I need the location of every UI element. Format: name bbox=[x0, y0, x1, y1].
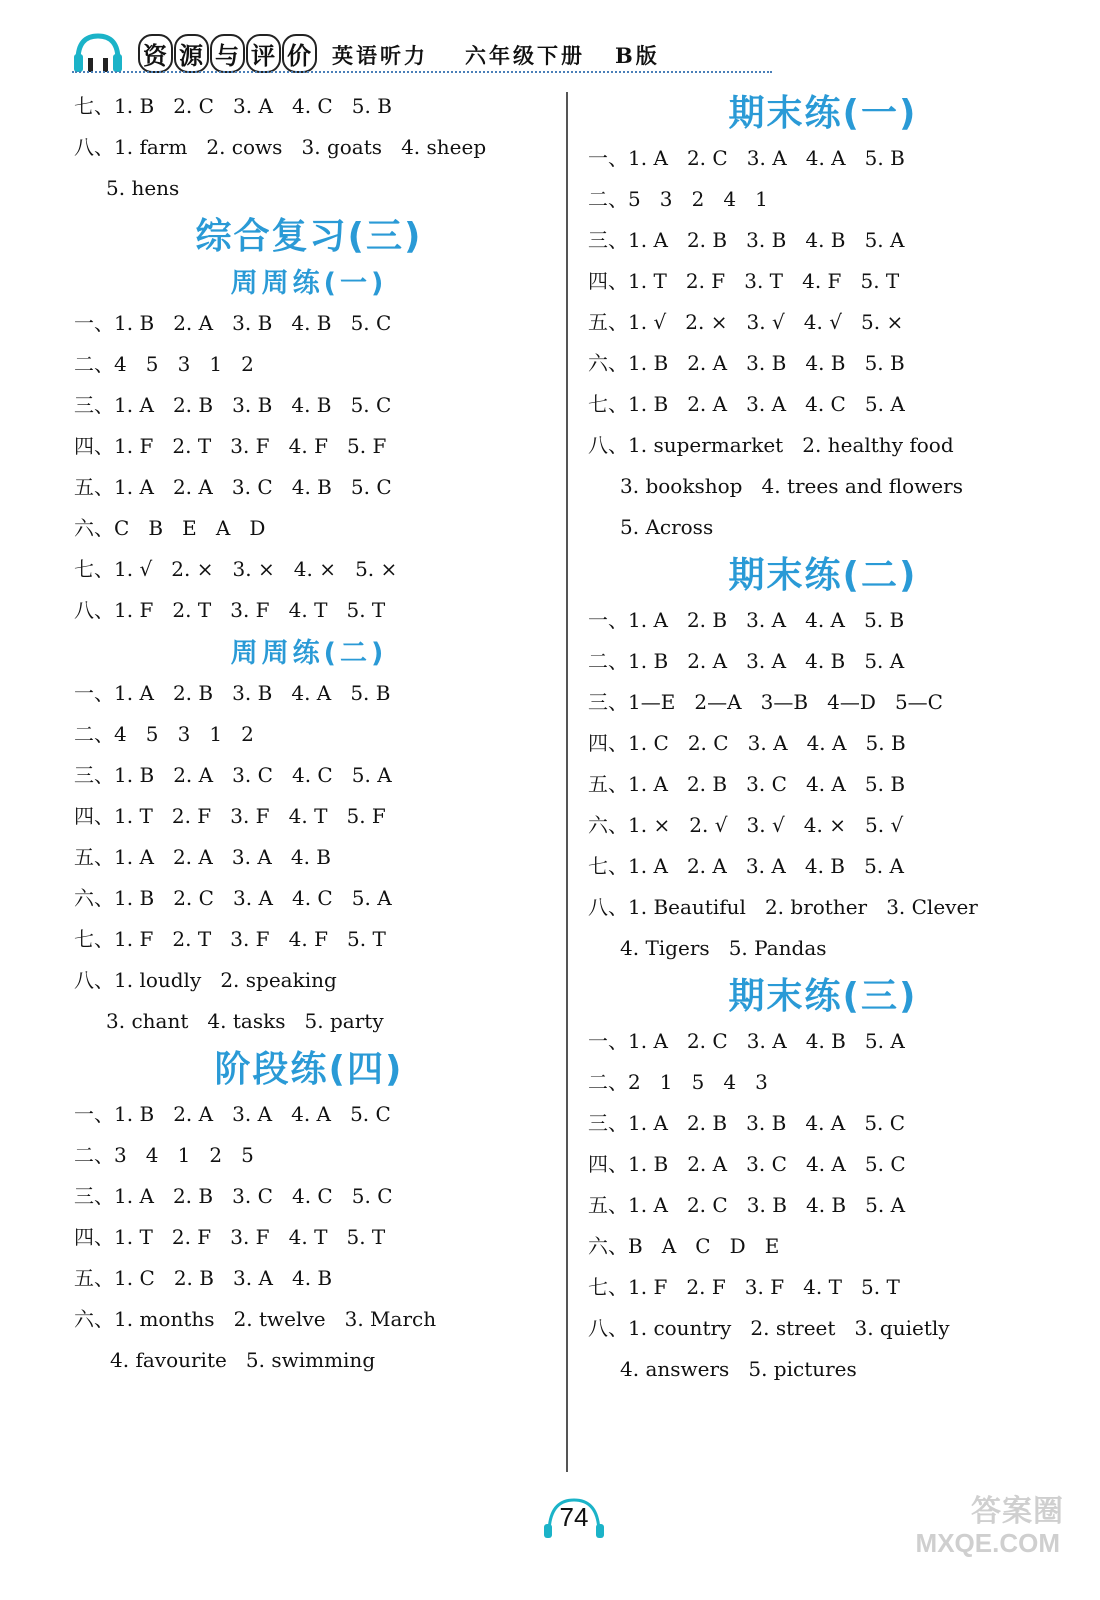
left-column bbox=[74, 88, 544, 1383]
answer-row: 七、1. B 2. C 3. A 4. C 5. B bbox=[74, 94, 392, 118]
answer-row: 五、1. A 2. B 3. C 4. A 5. B bbox=[588, 772, 906, 796]
answer-row: 一、1. A 2. C 3. A 4. A 5. B bbox=[588, 146, 905, 170]
answer-row-continued: 4. Tigers 5. Pandas bbox=[620, 936, 827, 960]
answer-row: 三、1—E 2—A 3—B 4—D 5—C bbox=[588, 690, 943, 714]
header-divider bbox=[72, 71, 772, 73]
answer-row: 一、1. B 2. A 3. B 4. B 5. C bbox=[74, 311, 392, 335]
right-column bbox=[588, 88, 1058, 1392]
answer-row: 四、1. T 2. F 3. F 4. T 5. F bbox=[74, 804, 386, 828]
page-number bbox=[541, 1496, 607, 1540]
brand-char: 与 bbox=[210, 34, 245, 73]
answer-row: 一、1. A 2. B 3. A 4. A 5. B bbox=[588, 608, 905, 632]
brand-char: 评 bbox=[246, 34, 281, 73]
answer-row: 三、1. A 2. B 3. C 4. C 5. C bbox=[74, 1184, 393, 1208]
answer-row: 二、4 5 3 1 2 bbox=[74, 352, 254, 376]
section-title: 阶段练(四) bbox=[214, 1049, 404, 1090]
page-number-text: 74 bbox=[559, 1502, 589, 1532]
brand-char: 价 bbox=[282, 34, 317, 73]
answer-row: 六、B A C D E bbox=[588, 1234, 780, 1258]
answer-row: 三、1. A 2. B 3. B 4. B 5. C bbox=[74, 393, 392, 417]
answer-row: 二、4 5 3 1 2 bbox=[74, 722, 254, 746]
answer-row: 一、1. B 2. A 3. A 4. A 5. C bbox=[74, 1102, 391, 1126]
answer-row: 三、1. A 2. B 3. B 4. B 5. A bbox=[588, 228, 905, 252]
answer-row: 六、1. × 2. √ 3. √ 4. × 5. √ bbox=[588, 813, 904, 837]
brand-char: 资 bbox=[138, 34, 173, 73]
brand-char: 源 bbox=[174, 34, 209, 73]
answer-row-continued: 4. favourite 5. swimming bbox=[110, 1348, 376, 1372]
answer-row: 五、1. A 2. A 3. C 4. B 5. C bbox=[74, 475, 392, 499]
grade-label: 六年级下册 bbox=[465, 43, 585, 68]
answer-row: 五、1. C 2. B 3. A 4. B bbox=[74, 1266, 333, 1290]
answer-row: 二、3 4 1 2 5 bbox=[74, 1143, 254, 1167]
answer-row-continued: 3. chant 4. tasks 5. party bbox=[106, 1009, 384, 1033]
answer-row-continued: 5. Across bbox=[620, 515, 714, 539]
answer-row-continued: 3. bookshop 4. trees and flowers bbox=[620, 474, 963, 498]
answer-row: 三、1. B 2. A 3. C 4. C 5. A bbox=[74, 763, 392, 787]
section-title: 期末练(二) bbox=[728, 555, 918, 596]
answer-row: 四、1. F 2. T 3. F 4. F 5. F bbox=[74, 434, 387, 458]
subsection-title: 周周练(一) bbox=[230, 268, 388, 299]
section-title: 综合复习(三) bbox=[195, 216, 423, 257]
answer-row: 四、1. T 2. F 3. F 4. T 5. T bbox=[74, 1225, 386, 1249]
answer-row: 一、1. A 2. B 3. B 4. A 5. B bbox=[74, 681, 391, 705]
answer-row: 八、1. farm 2. cows 3. goats 4. sheep bbox=[74, 135, 487, 159]
answer-row: 四、1. T 2. F 3. T 4. F 5. T bbox=[588, 269, 900, 293]
answer-row: 三、1. A 2. B 3. B 4. A 5. C bbox=[588, 1111, 906, 1135]
answer-row: 八、1. supermarket 2. healthy food bbox=[588, 433, 954, 457]
answer-row: 六、1. B 2. A 3. B 4. B 5. B bbox=[588, 351, 905, 375]
answer-row: 七、1. F 2. T 3. F 4. F 5. T bbox=[74, 927, 386, 951]
answer-row: 八、1. country 2. street 3. quietly bbox=[588, 1316, 950, 1340]
series-title bbox=[138, 34, 318, 73]
headphones-icon bbox=[70, 30, 126, 74]
answer-row: 八、1. F 2. T 3. F 4. T 5. T bbox=[74, 598, 386, 622]
answer-row: 八、1. Beautiful 2. brother 3. Clever bbox=[588, 895, 978, 919]
answer-row: 八、1. loudly 2. speaking bbox=[74, 968, 337, 992]
subject-label: 英语听力 bbox=[332, 43, 428, 68]
answer-row: 二、1. B 2. A 3. A 4. B 5. A bbox=[588, 649, 905, 673]
answer-row: 七、1. A 2. A 3. A 4. B 5. A bbox=[588, 854, 904, 878]
edition-label: B版 bbox=[615, 43, 660, 68]
answer-row: 二、2 1 5 4 3 bbox=[588, 1070, 768, 1094]
watermark-logo: 答案圈 bbox=[971, 1495, 1064, 1528]
answer-row: 七、1. B 2. A 3. A 4. C 5. A bbox=[588, 392, 905, 416]
answer-row-continued: 5. hens bbox=[106, 176, 180, 200]
answer-row: 五、1. A 2. C 3. B 4. B 5. A bbox=[588, 1193, 906, 1217]
answer-row: 五、1. √ 2. × 3. √ 4. √ 5. × bbox=[588, 310, 904, 334]
column-divider bbox=[566, 92, 568, 1472]
answer-row: 六、C B E A D bbox=[74, 516, 266, 540]
watermark-url: MXQE.COM bbox=[915, 1528, 1060, 1558]
answer-row: 四、1. C 2. C 3. A 4. A 5. B bbox=[588, 731, 906, 755]
subsection-title: 周周练(二) bbox=[230, 638, 388, 669]
answer-row: 四、1. B 2. A 3. C 4. A 5. C bbox=[588, 1152, 906, 1176]
answer-row: 一、1. A 2. C 3. A 4. B 5. A bbox=[588, 1029, 905, 1053]
answer-row: 五、1. A 2. A 3. A 4. B bbox=[74, 845, 332, 869]
answer-row: 六、1. months 2. twelve 3. March bbox=[74, 1307, 437, 1331]
answer-row-continued: 4. answers 5. pictures bbox=[620, 1357, 857, 1381]
answer-row: 二、5 3 2 4 1 bbox=[588, 187, 768, 211]
section-title: 期末练(一) bbox=[728, 93, 918, 134]
section-title: 期末练(三) bbox=[728, 976, 918, 1017]
answer-row: 六、1. B 2. C 3. A 4. C 5. A bbox=[74, 886, 392, 910]
answer-row: 七、1. √ 2. × 3. × 4. × 5. × bbox=[74, 557, 398, 581]
answer-row: 七、1. F 2. F 3. F 4. T 5. T bbox=[588, 1275, 900, 1299]
